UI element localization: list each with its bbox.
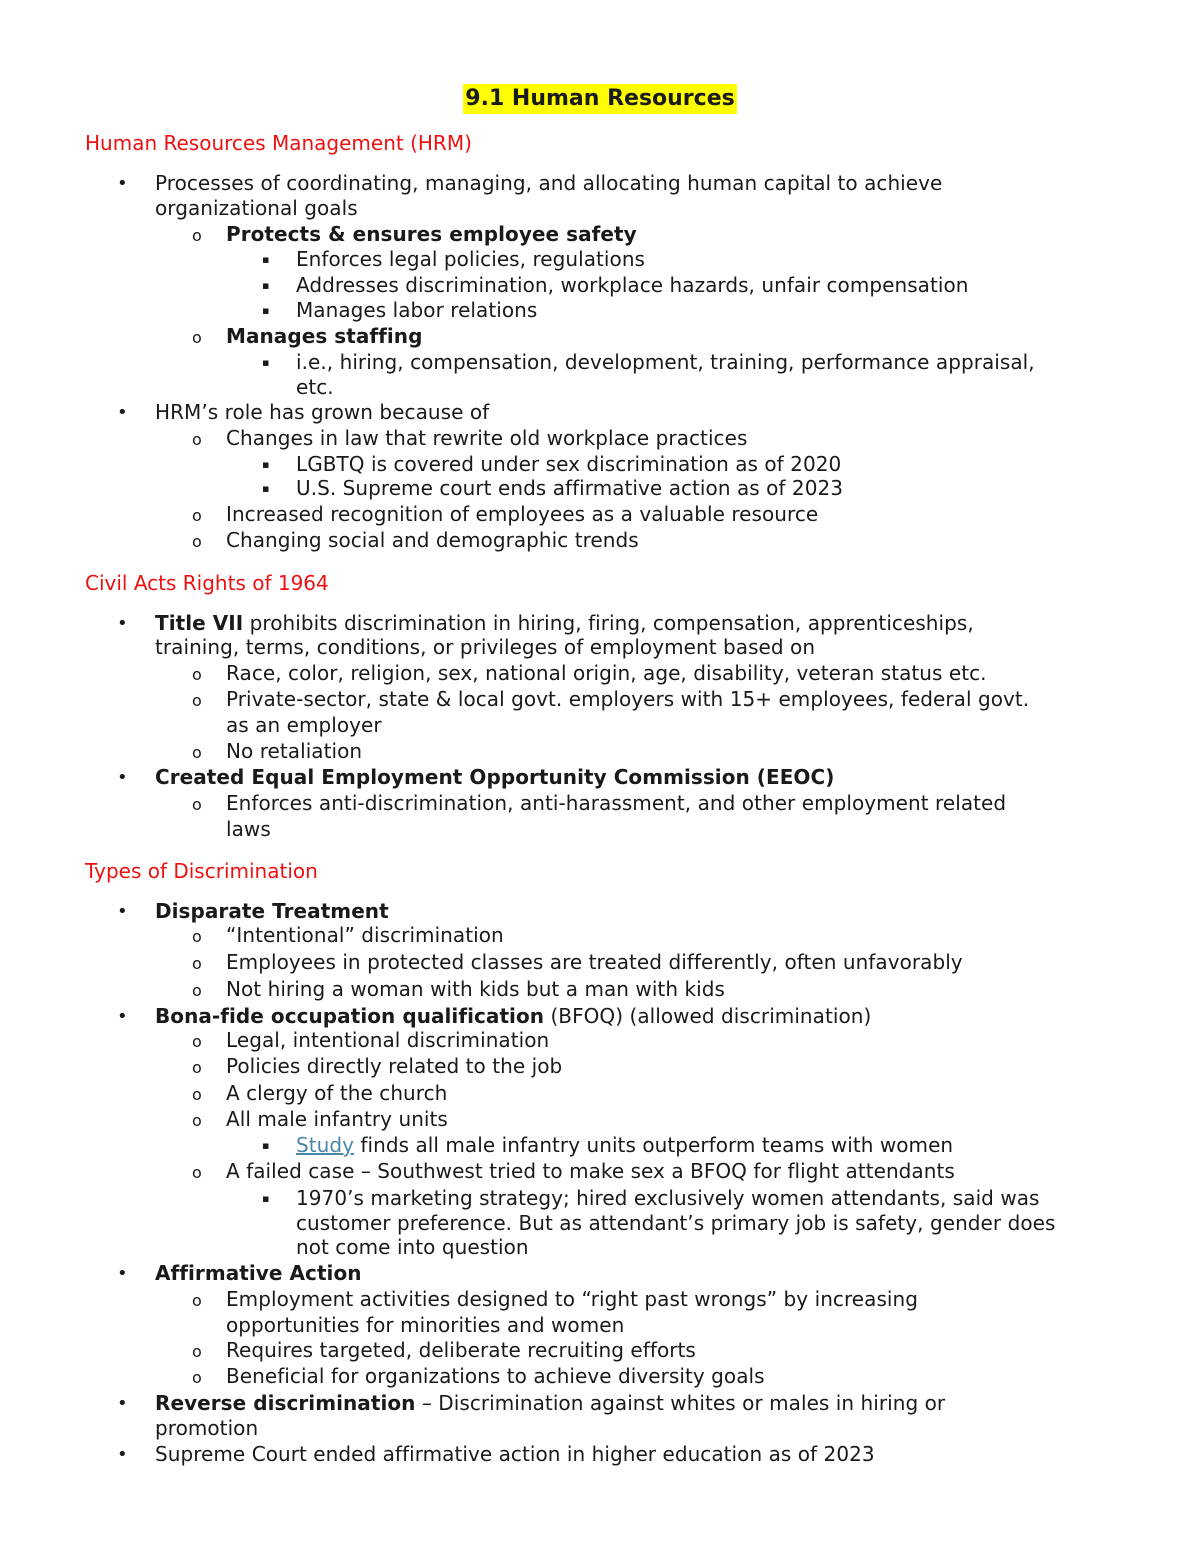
list-item: Policies directly related to the job — [226, 1054, 563, 1078]
bullet-marker: o — [192, 1291, 202, 1310]
list-item-continuation: organizational goals — [155, 196, 358, 220]
bullet-marker: o — [192, 1163, 202, 1182]
list-item: Protects & ensures employee safety — [226, 222, 637, 246]
list-item: Processes of coordinating, managing, and allocating human capital to achieve — [155, 171, 943, 195]
list-item: HRM’s role has grown because of — [155, 400, 490, 424]
list-item-continuation: opportunities for minorities and women — [226, 1313, 625, 1337]
bullet-marker: • — [117, 402, 128, 423]
list-item: Enforces legal policies, regulations — [296, 247, 646, 271]
list-item-continuation: not come into question — [296, 1235, 529, 1259]
bullet-marker: • — [117, 1263, 128, 1284]
bullet-marker: • — [117, 767, 128, 788]
list-item-continuation: training, terms, conditions, or privileges of employment based on — [155, 635, 816, 659]
bold-term: Title VII — [155, 611, 244, 635]
section-heading-hrm: Human Resources Management (HRM) — [85, 131, 472, 155]
bullet-marker: o — [192, 1032, 202, 1051]
list-item: Legal, intentional discrimination — [226, 1028, 550, 1052]
bold-term: Bona-fide occupation qualification — [155, 1004, 545, 1028]
list-item-continuation: as an employer — [226, 713, 382, 737]
item-text: prohibits discrimination in hiring, firing, compensation, apprenticeships, — [243, 611, 974, 635]
list-item: Affirmative Action — [155, 1261, 362, 1285]
list-item: Enforces anti-discrimination, anti-harassment, and other employment related — [226, 791, 1007, 815]
bullet-marker: • — [117, 1393, 128, 1414]
list-item: U.S. Supreme court ends affirmative action as of 2023 — [296, 476, 844, 500]
bullet-marker: o — [192, 927, 202, 946]
list-item — [155, 611, 974, 636]
study-link[interactable]: Study — [296, 1133, 354, 1157]
bullet-marker: o — [192, 532, 202, 551]
item-text: (BFOQ) (allowed discrimination) — [544, 1004, 872, 1028]
bullet-marker: o — [192, 743, 202, 762]
bullet-marker: ▪ — [262, 482, 270, 495]
list-item: Manages staffing — [226, 324, 423, 348]
list-item: i.e., hiring, compensation, development, training, performance appraisal, — [296, 350, 1035, 374]
page-title: 9.1 Human Resources — [463, 84, 736, 114]
list-item: Increased recognition of employees as a valuable resource — [226, 502, 819, 526]
bullet-marker: • — [117, 901, 128, 922]
bullet-marker: o — [192, 506, 202, 525]
bullet-marker: o — [192, 1342, 202, 1361]
bullet-marker: o — [192, 1111, 202, 1130]
list-item: All male infantry units — [226, 1107, 448, 1131]
section-heading-types: Types of Discrimination — [85, 859, 318, 883]
list-item: Manages labor relations — [296, 298, 538, 322]
list-item — [155, 1391, 945, 1416]
item-text: – Discrimination against whites or males in hiring or — [415, 1391, 946, 1415]
list-item-continuation: customer preference. But as attendant’s primary job is safety, gender does — [296, 1211, 1056, 1235]
list-item-continuation: etc. — [296, 375, 334, 399]
section-heading-civil-rights: Civil Acts Rights of 1964 — [85, 571, 329, 595]
bullet-marker: • — [117, 173, 128, 194]
title-row — [0, 84, 1200, 114]
bullet-marker: • — [117, 1444, 128, 1465]
list-item: Requires targeted, deliberate recruiting efforts — [226, 1338, 696, 1362]
bullet-marker: o — [192, 795, 202, 814]
list-item: Changes in law that rewrite old workplace practices — [226, 426, 748, 450]
list-item: 1970’s marketing strategy; hired exclusively women attendants, said was — [296, 1186, 1040, 1210]
list-item: Employment activities designed to “right past wrongs” by increasing — [226, 1287, 919, 1311]
bold-term: Reverse discrimination — [155, 1391, 416, 1415]
bullet-marker: o — [192, 981, 202, 1000]
list-item: Addresses discrimination, workplace hazards, unfair compensation — [296, 273, 969, 297]
bullet-marker: ▪ — [262, 279, 270, 292]
bullet-marker: o — [192, 1058, 202, 1077]
list-item — [155, 1004, 871, 1029]
list-item: Created Equal Employment Opportunity Commission (EEOC) — [155, 765, 835, 789]
bullet-marker: • — [117, 613, 128, 634]
list-item: LGBTQ is covered under sex discrimination as of 2020 — [296, 452, 842, 476]
list-item: Changing social and demographic trends — [226, 528, 639, 552]
list-item: Not hiring a woman with kids but a man with kids — [226, 977, 725, 1001]
bullet-marker: o — [192, 665, 202, 684]
bullet-marker: ▪ — [262, 458, 270, 471]
list-item: Private-sector, state & local govt. employers with 15+ employees, federal govt. — [226, 687, 1030, 711]
item-text: finds all male infantry units outperform teams with women — [354, 1133, 954, 1157]
bullet-marker: ▪ — [262, 1139, 270, 1152]
bullet-marker: o — [192, 691, 202, 710]
bullet-marker: o — [192, 328, 202, 347]
list-item-continuation: promotion — [155, 1416, 259, 1440]
list-item: A failed case – Southwest tried to make sex a BFOQ for flight attendants — [226, 1159, 955, 1183]
list-item: A clergy of the church — [226, 1081, 448, 1105]
bullet-marker: ▪ — [262, 356, 270, 369]
list-item: Disparate Treatment — [155, 899, 389, 923]
bullet-marker: o — [192, 1368, 202, 1387]
bullet-marker: o — [192, 430, 202, 449]
list-item: Race, color, religion, sex, national origin, age, disability, veteran status etc. — [226, 661, 987, 685]
list-item: Employees in protected classes are treated differently, often unfavorably — [226, 950, 963, 974]
list-item-continuation: laws — [226, 817, 271, 841]
bullet-marker: • — [117, 1006, 128, 1027]
bullet-marker: o — [192, 1085, 202, 1104]
list-item: “Intentional” discrimination — [226, 923, 504, 947]
list-item: No retaliation — [226, 739, 363, 763]
bullet-marker: ▪ — [262, 1192, 270, 1205]
list-item: Supreme Court ended affirmative action in higher education as of 2023 — [155, 1442, 875, 1466]
bullet-marker: o — [192, 954, 202, 973]
list-item: Beneficial for organizations to achieve diversity goals — [226, 1364, 765, 1388]
bullet-marker: o — [192, 226, 202, 245]
bullet-marker: ▪ — [262, 253, 270, 266]
bullet-marker: ▪ — [262, 304, 270, 317]
list-item — [296, 1133, 953, 1158]
